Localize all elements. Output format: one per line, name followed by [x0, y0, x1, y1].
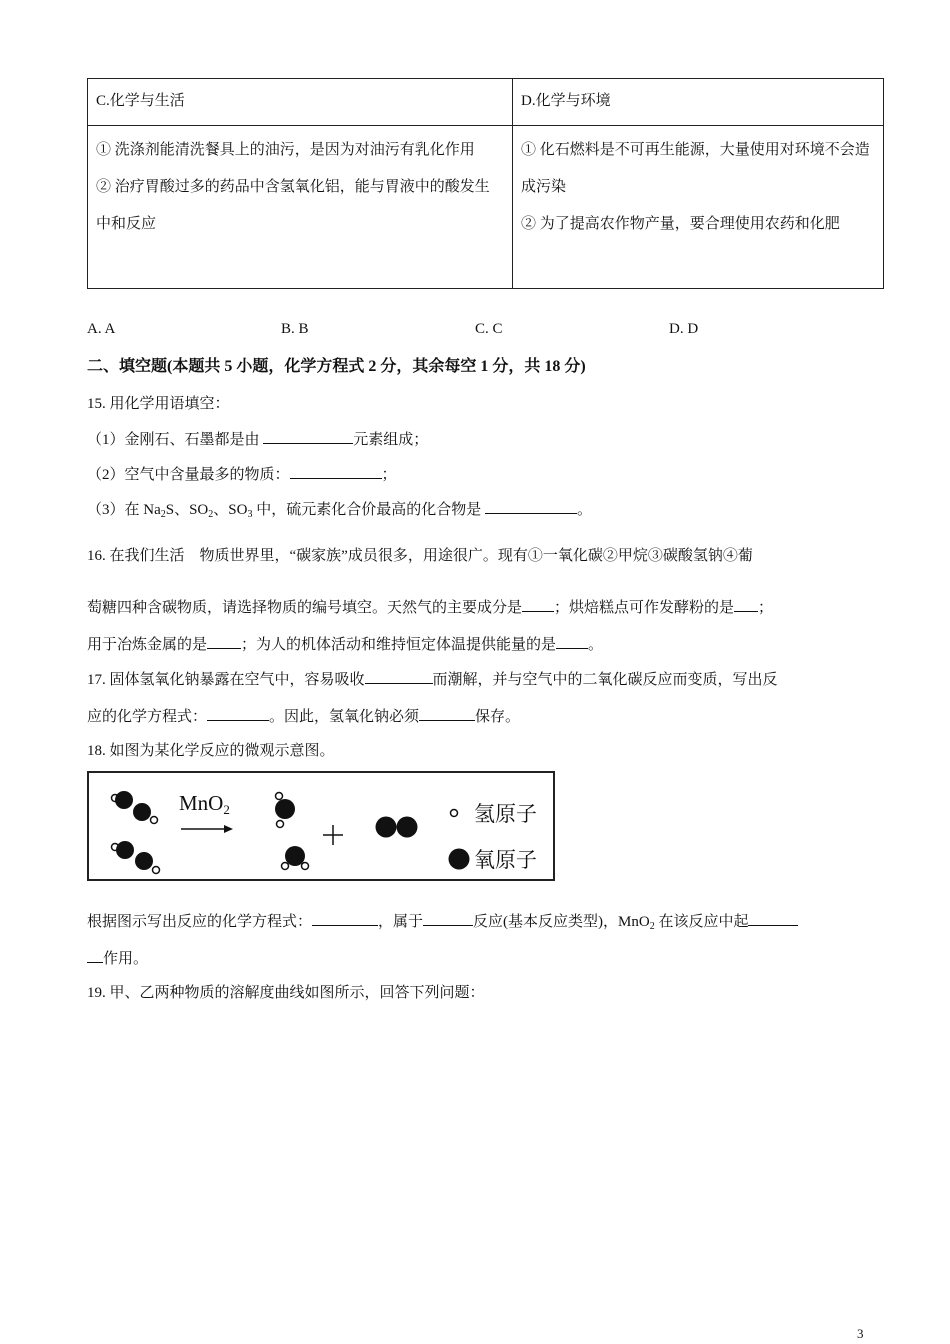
product-water-molecule	[282, 846, 309, 870]
q15-p3-text: S、SO	[165, 502, 209, 518]
answer-blank[interactable]	[207, 706, 269, 721]
q15-part-3	[87, 499, 592, 520]
answer-blank[interactable]	[87, 948, 103, 963]
answer-blank[interactable]	[365, 669, 433, 684]
answer-blank[interactable]	[423, 911, 473, 926]
q18-line-2	[87, 948, 148, 969]
q19-stem: 19. 甲、乙两种物质的溶解度曲线如图所示，回答下列问题：	[87, 985, 485, 1001]
q16-line-1: 16. 在我们生活 物质世界里，“碳家族”成员很多，用途很广。现有①一氧化碳②甲烷③碳酸氢钠④葡	[87, 548, 753, 564]
q17-line-1	[87, 669, 778, 690]
q15-p1-text: （1）金刚石、石墨都是由	[87, 432, 264, 448]
q16-text: ；	[758, 600, 774, 616]
answer-blank[interactable]	[263, 429, 353, 444]
q16-text: ；烘焙糕点可作发酵粉的是	[554, 600, 735, 616]
q18-text: 根据图示写出反应的化学方程式：	[87, 914, 313, 930]
q15-part-2	[87, 464, 397, 485]
q16-line-2	[87, 597, 773, 618]
oxygen-atom-legend-icon	[449, 849, 470, 870]
q15-stem: 15. 用化学用语填空：	[87, 396, 230, 412]
legend-hydrogen-label: 氢原子	[474, 802, 537, 826]
q17-text: 。因此，氢氧化钠必须	[269, 709, 420, 725]
option-d-item-2: ② 为了提高农作物产量，要合理使用农药和化肥	[521, 216, 840, 232]
answer-blank[interactable]	[522, 597, 554, 612]
answer-blank[interactable]	[734, 597, 758, 612]
answer-blank[interactable]	[207, 634, 241, 649]
legend-oxygen-label: 氧原子	[474, 848, 537, 872]
q15-p2-tail: ；	[381, 467, 397, 483]
reactant-molecule	[112, 791, 158, 824]
hydrogen-atom-legend-icon	[451, 810, 458, 817]
q15-p3-tail: 。	[576, 502, 592, 518]
q16-text: ；为人的机体活动和维持恒定体温提供能量的是	[241, 637, 557, 653]
reaction-svg	[89, 773, 553, 879]
subscript: 2	[208, 509, 214, 520]
q16-line-3	[87, 634, 603, 655]
option-d-body	[513, 126, 884, 289]
q18-stem: 18. 如图为某化学反应的微观示意图。	[87, 743, 335, 759]
page-number: 3	[857, 1326, 864, 1341]
section-title: 二、填空题(本题共 5 小题，化学方程式 2 分，其余每空 1 分，共 18 分)	[87, 358, 586, 375]
q15-part-1	[87, 429, 428, 450]
option-c-item-2: ② 治疗胃酸过多的药品中含氢氧化铝，能与胃液中的酸发生中和反应	[96, 179, 490, 232]
product-water-molecule	[275, 793, 295, 828]
q17-line-2	[87, 706, 520, 727]
choice-b[interactable]: B. B	[281, 321, 309, 337]
q16-text: 萄糖四种含碳物质，请选择物质的编号填空。天然气的主要成分是	[87, 600, 523, 616]
option-c-body	[88, 126, 513, 289]
catalyst-label: MnO2	[179, 791, 230, 817]
choice-a[interactable]: A. A	[87, 321, 116, 337]
product-oxygen-molecule	[376, 817, 418, 838]
answer-blank[interactable]	[312, 911, 378, 926]
choice-d[interactable]: D. D	[669, 321, 699, 337]
subscript: 2	[160, 509, 166, 520]
q15-p2-text: （2）空气中含量最多的物质：	[87, 467, 290, 483]
options-table	[87, 78, 884, 289]
q18-text: 反应(基本反应类型)，MnO	[473, 914, 650, 930]
answer-blank[interactable]	[485, 499, 577, 514]
subscript: 3	[247, 509, 253, 520]
q16-text: 用于冶炼金属的是	[87, 637, 208, 653]
subscript: 2	[649, 921, 655, 932]
answer-blank[interactable]	[290, 464, 382, 479]
option-d-item-1: ① 化石燃料是不可再生能源，大量使用对环境不会造成污染	[521, 142, 870, 195]
q18-text: ，属于	[378, 914, 424, 930]
q15-p3-text: 中，硫元素化合价最高的化合物是	[252, 502, 485, 518]
choice-c[interactable]: C. C	[475, 321, 503, 337]
arrow-head	[224, 825, 233, 833]
answer-blank[interactable]	[748, 911, 798, 926]
q18-line-1	[87, 911, 798, 932]
q17-text: 而潮解，并与空气中的二氧化碳反应而变质，写出反	[432, 672, 778, 688]
q17-text: 应的化学方程式：	[87, 709, 208, 725]
q15-p3-text: （3）在 Na	[87, 502, 161, 518]
q15-p1-tail: 元素组成；	[353, 432, 429, 448]
reactant-molecule	[112, 841, 160, 874]
q15-p3-text: 、SO	[213, 502, 248, 518]
option-c-header: C.化学与生活	[88, 79, 513, 126]
answer-blank[interactable]	[556, 634, 588, 649]
reaction-diagram	[87, 771, 555, 881]
q16-text: 。	[588, 637, 604, 653]
q17-text: 保存。	[475, 709, 521, 725]
option-d-header: D.化学与环境	[513, 79, 884, 126]
answer-blank[interactable]	[419, 706, 475, 721]
option-c-item-1: ① 洗涤剂能清洗餐具上的油污，是因为对油污有乳化作用	[96, 142, 475, 158]
q18-text: 在该反应中起	[654, 914, 749, 930]
q17-text: 17. 固体氢氧化钠暴露在空气中，容易吸收	[87, 672, 365, 688]
q18-text: 作用。	[103, 951, 149, 967]
